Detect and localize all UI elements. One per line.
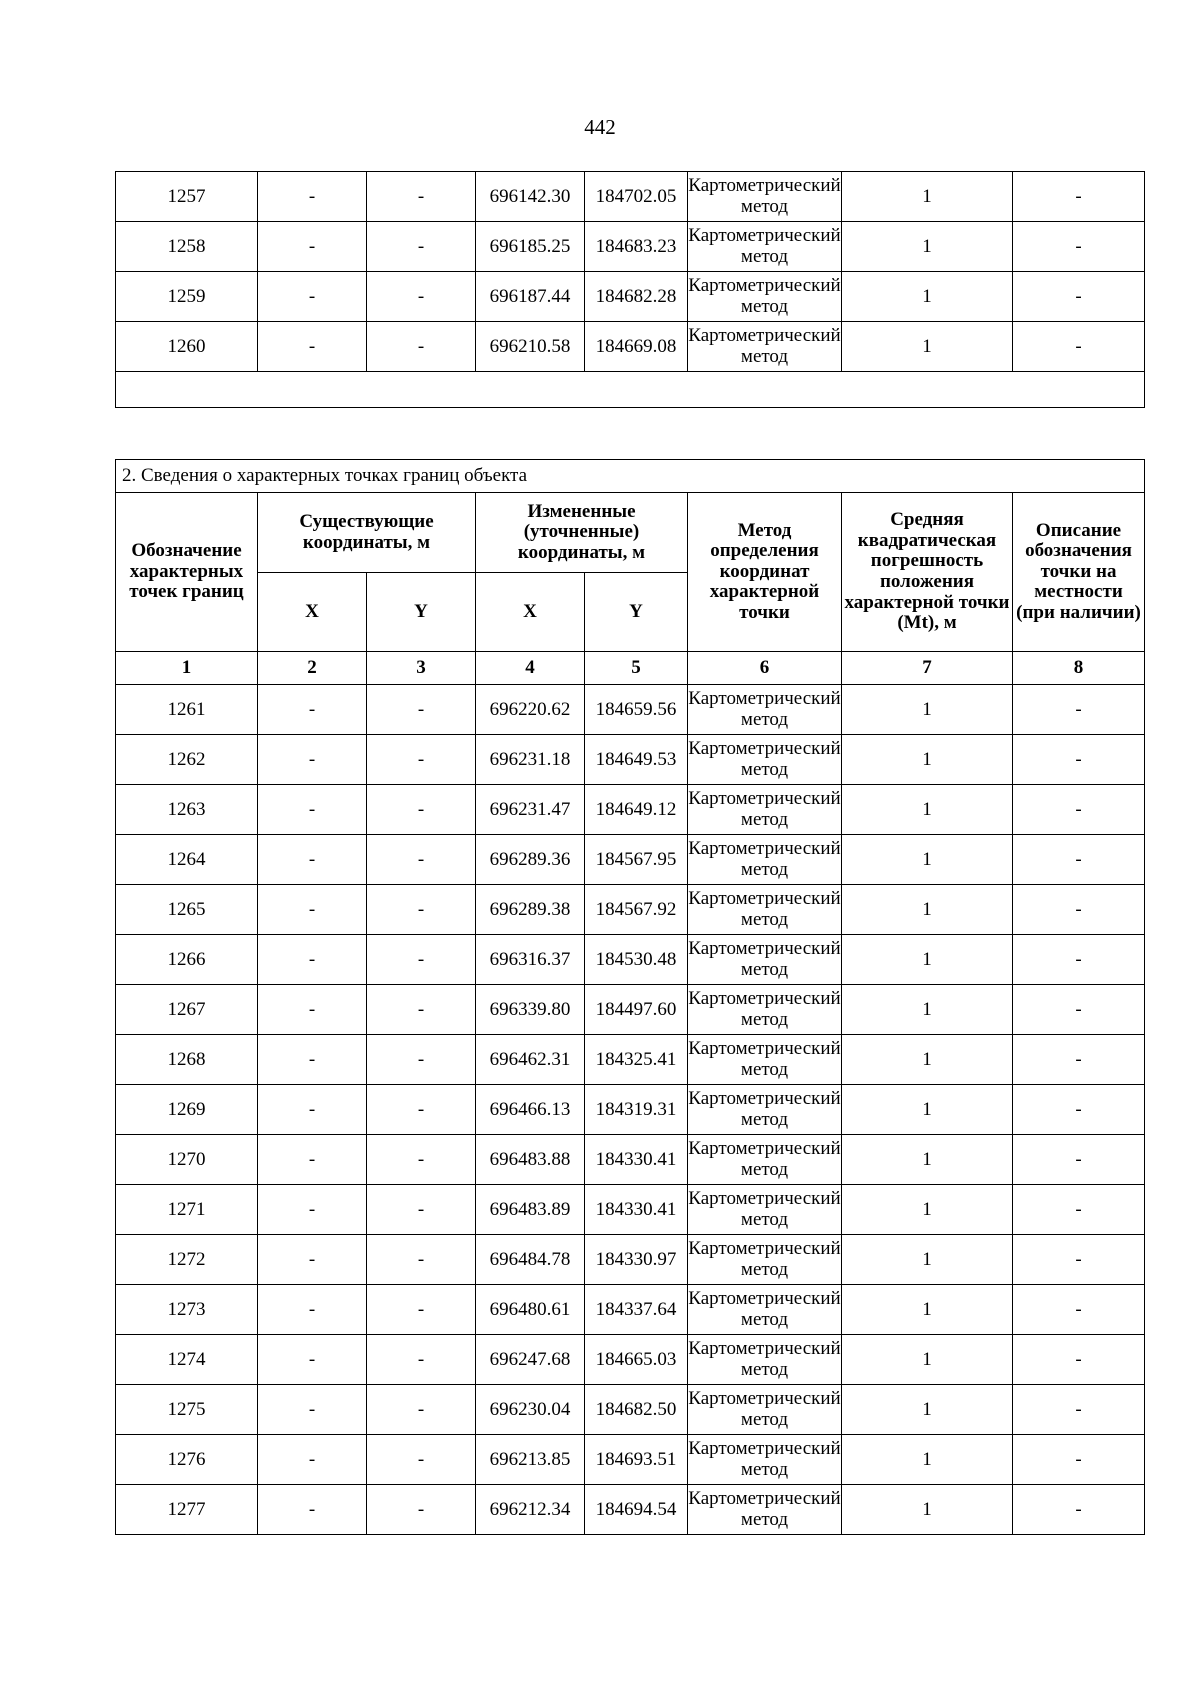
changed-x-cell: 696483.89 — [476, 1185, 585, 1235]
existing-x-cell: - — [258, 1385, 367, 1435]
changed-x-cell: 696339.80 — [476, 985, 585, 1035]
mean-error-cell: 1 — [842, 1085, 1013, 1135]
changed-y-cell: 184683.23 — [585, 222, 688, 272]
changed-x-cell: 696142.30 — [476, 172, 585, 222]
existing-y-cell: - — [367, 1335, 476, 1385]
method-cell: Картометрический метод — [688, 1135, 842, 1185]
description-cell: - — [1013, 1085, 1145, 1135]
page-number: 442 — [584, 115, 616, 139]
changed-x-cell: 696462.31 — [476, 1035, 585, 1085]
mean-error-cell: 1 — [842, 1035, 1013, 1085]
method-cell: Картометрический метод — [688, 1285, 842, 1335]
header-point-designation: Обозначение характерных точек границ — [116, 493, 258, 652]
changed-y-cell: 184649.53 — [585, 735, 688, 785]
description-cell: - — [1013, 835, 1145, 885]
description-cell: - — [1013, 1235, 1145, 1285]
existing-y-cell: - — [367, 272, 476, 322]
method-cell: Картометрический метод — [688, 1485, 842, 1535]
changed-x-cell: 696247.68 — [476, 1335, 585, 1385]
col-number: 8 — [1013, 652, 1145, 685]
existing-x-cell: - — [258, 1235, 367, 1285]
changed-x-cell: 696316.37 — [476, 935, 585, 985]
changed-x-cell: 696187.44 — [476, 272, 585, 322]
table-row — [116, 1335, 1145, 1385]
point-cell: 1270 — [116, 1135, 258, 1185]
table-row — [116, 1035, 1145, 1085]
mean-error-cell: 1 — [842, 785, 1013, 835]
header-changed-x: X — [476, 573, 585, 652]
point-cell: 1264 — [116, 835, 258, 885]
method-cell: Картометрический метод — [688, 272, 842, 322]
method-cell: Картометрический метод — [688, 1435, 842, 1485]
point-cell: 1263 — [116, 785, 258, 835]
changed-y-cell: 184694.54 — [585, 1485, 688, 1535]
description-cell: - — [1013, 1485, 1145, 1535]
existing-y-cell: - — [367, 1085, 476, 1135]
col-number: 6 — [688, 652, 842, 685]
mean-error-cell: 1 — [842, 1235, 1013, 1285]
changed-y-cell: 184530.48 — [585, 935, 688, 985]
existing-x-cell: - — [258, 1135, 367, 1185]
description-cell: - — [1013, 985, 1145, 1035]
mean-error-cell: 1 — [842, 1285, 1013, 1335]
table-row — [116, 322, 1145, 372]
mean-error-cell: 1 — [842, 1135, 1013, 1185]
mean-error-cell: 1 — [842, 1485, 1013, 1535]
header-method: Метод определения координат характерной точки — [688, 493, 842, 652]
table-row — [116, 1185, 1145, 1235]
point-cell: 1275 — [116, 1385, 258, 1435]
description-cell: - — [1013, 1335, 1145, 1385]
existing-x-cell: - — [258, 835, 367, 885]
existing-y-cell: - — [367, 322, 476, 372]
description-cell: - — [1013, 322, 1145, 372]
description-cell: - — [1013, 685, 1145, 735]
changed-y-cell: 184649.12 — [585, 785, 688, 835]
existing-y-cell: - — [367, 1285, 476, 1335]
col-number: 5 — [585, 652, 688, 685]
description-cell: - — [1013, 935, 1145, 985]
table-row — [116, 985, 1145, 1035]
point-cell: 1268 — [116, 1035, 258, 1085]
point-cell: 1267 — [116, 985, 258, 1035]
changed-y-cell: 184330.97 — [585, 1235, 688, 1285]
method-cell: Картометрический метод — [688, 322, 842, 372]
mean-error-cell: 1 — [842, 322, 1013, 372]
existing-x-cell: - — [258, 735, 367, 785]
table-row — [116, 1435, 1145, 1485]
description-cell: - — [1013, 1135, 1145, 1185]
table-row — [116, 172, 1145, 222]
description-cell: - — [1013, 272, 1145, 322]
changed-y-cell: 184330.41 — [585, 1135, 688, 1185]
table-row — [116, 1385, 1145, 1435]
table-row — [116, 1085, 1145, 1135]
changed-x-cell: 696480.61 — [476, 1285, 585, 1335]
existing-y-cell: - — [367, 885, 476, 935]
changed-y-cell: 184319.31 — [585, 1085, 688, 1135]
method-cell: Картометрический метод — [688, 1235, 842, 1285]
existing-x-cell: - — [258, 1285, 367, 1335]
table-row — [116, 1135, 1145, 1185]
changed-y-cell: 184702.05 — [585, 172, 688, 222]
changed-x-cell: 696185.25 — [476, 222, 585, 272]
changed-x-cell: 696231.47 — [476, 785, 585, 835]
description-cell: - — [1013, 735, 1145, 785]
changed-x-cell: 696230.04 — [476, 1385, 585, 1435]
existing-y-cell: - — [367, 1435, 476, 1485]
header-existing-coords: Существующие координаты, м — [258, 493, 476, 573]
changed-x-cell: 696231.18 — [476, 735, 585, 785]
description-cell: - — [1013, 885, 1145, 935]
method-cell: Картометрический метод — [688, 1085, 842, 1135]
existing-y-cell: - — [367, 172, 476, 222]
existing-x-cell: - — [258, 1085, 367, 1135]
method-cell: Картометрический метод — [688, 222, 842, 272]
point-cell: 1262 — [116, 735, 258, 785]
point-cell: 1269 — [116, 1085, 258, 1135]
changed-y-cell: 184682.50 — [585, 1385, 688, 1435]
changed-x-cell: 696466.13 — [476, 1085, 585, 1135]
mean-error-cell: 1 — [842, 735, 1013, 785]
table-row — [116, 1285, 1145, 1335]
table-row — [116, 785, 1145, 835]
existing-x-cell: - — [258, 785, 367, 835]
method-cell: Картометрический метод — [688, 1335, 842, 1385]
mean-error-cell: 1 — [842, 222, 1013, 272]
description-cell: - — [1013, 172, 1145, 222]
col-number: 2 — [258, 652, 367, 685]
method-cell: Картометрический метод — [688, 885, 842, 935]
header-changed-y: Y — [585, 573, 688, 652]
table-row — [116, 1235, 1145, 1285]
mean-error-cell: 1 — [842, 685, 1013, 735]
col-number: 1 — [116, 652, 258, 685]
description-cell: - — [1013, 1035, 1145, 1085]
point-cell: 1260 — [116, 322, 258, 372]
point-cell: 1259 — [116, 272, 258, 322]
point-cell: 1266 — [116, 935, 258, 985]
description-cell: - — [1013, 222, 1145, 272]
point-cell: 1274 — [116, 1335, 258, 1385]
changed-y-cell: 184497.60 — [585, 985, 688, 1035]
existing-x-cell: - — [258, 885, 367, 935]
point-cell: 1265 — [116, 885, 258, 935]
mean-error-cell: 1 — [842, 1185, 1013, 1235]
changed-y-cell: 184659.56 — [585, 685, 688, 735]
description-cell: - — [1013, 1435, 1145, 1485]
existing-x-cell: - — [258, 985, 367, 1035]
header-description: Описание обозначения точки на местности (при наличии) — [1013, 493, 1145, 652]
point-cell: 1261 — [116, 685, 258, 735]
existing-y-cell: - — [367, 1135, 476, 1185]
mean-error-cell: 1 — [842, 1435, 1013, 1485]
existing-y-cell: - — [367, 1235, 476, 1285]
existing-x-cell: - — [258, 272, 367, 322]
existing-x-cell: - — [258, 1485, 367, 1535]
method-cell: Картометрический метод — [688, 835, 842, 885]
header-existing-x: X — [258, 573, 367, 652]
description-cell: - — [1013, 1285, 1145, 1335]
existing-y-cell: - — [367, 1035, 476, 1085]
changed-x-cell: 696220.62 — [476, 685, 585, 735]
existing-x-cell: - — [258, 1035, 367, 1085]
header-changed-coords: Измененные (уточненные) координаты, м — [476, 493, 688, 573]
existing-x-cell: - — [258, 172, 367, 222]
changed-x-cell: 696210.58 — [476, 322, 585, 372]
changed-y-cell: 184669.08 — [585, 322, 688, 372]
mean-error-cell: 1 — [842, 1335, 1013, 1385]
existing-x-cell: - — [258, 322, 367, 372]
existing-x-cell: - — [258, 222, 367, 272]
changed-x-cell: 696484.78 — [476, 1235, 585, 1285]
method-cell: Картометрический метод — [688, 735, 842, 785]
existing-x-cell: - — [258, 1435, 367, 1485]
mean-error-cell: 1 — [842, 935, 1013, 985]
existing-y-cell: - — [367, 735, 476, 785]
existing-y-cell: - — [367, 1385, 476, 1435]
changed-y-cell: 184665.03 — [585, 1335, 688, 1385]
changed-y-cell: 184330.41 — [585, 1185, 688, 1235]
table-row — [116, 835, 1145, 885]
method-cell: Картометрический метод — [688, 1035, 842, 1085]
existing-y-cell: - — [367, 785, 476, 835]
description-cell: - — [1013, 1185, 1145, 1235]
continuation-table — [115, 171, 1145, 408]
point-cell: 1277 — [116, 1485, 258, 1535]
table-row — [116, 1485, 1145, 1535]
method-cell: Картометрический метод — [688, 172, 842, 222]
changed-y-cell: 184682.28 — [585, 272, 688, 322]
table-row — [116, 272, 1145, 322]
col-number: 4 — [476, 652, 585, 685]
point-cell: 1271 — [116, 1185, 258, 1235]
method-cell: Картометрический метод — [688, 985, 842, 1035]
boundary-points-table — [115, 459, 1145, 1535]
existing-y-cell: - — [367, 1485, 476, 1535]
method-cell: Картометрический метод — [688, 935, 842, 985]
table-row — [116, 222, 1145, 272]
mean-error-cell: 1 — [842, 885, 1013, 935]
changed-x-cell: 696289.36 — [476, 835, 585, 885]
mean-error-cell: 1 — [842, 172, 1013, 222]
method-cell: Картометрический метод — [688, 685, 842, 735]
header-mean-error: Средняя квадратическая погрешность положения характерной точки (Mt), м — [842, 493, 1013, 652]
existing-x-cell: - — [258, 935, 367, 985]
mean-error-cell: 1 — [842, 1385, 1013, 1435]
method-cell: Картометрический метод — [688, 1385, 842, 1435]
existing-x-cell: - — [258, 1335, 367, 1385]
changed-x-cell: 696213.85 — [476, 1435, 585, 1485]
changed-y-cell: 184337.64 — [585, 1285, 688, 1335]
header-existing-y: Y — [367, 573, 476, 652]
existing-y-cell: - — [367, 222, 476, 272]
point-cell: 1258 — [116, 222, 258, 272]
mean-error-cell: 1 — [842, 835, 1013, 885]
point-cell: 1273 — [116, 1285, 258, 1335]
section-title: 2. Сведения о характерных точках границ объекта — [116, 460, 1145, 493]
table-row — [116, 685, 1145, 735]
existing-y-cell: - — [367, 1185, 476, 1235]
existing-y-cell: - — [367, 835, 476, 885]
point-cell: 1257 — [116, 172, 258, 222]
changed-y-cell: 184325.41 — [585, 1035, 688, 1085]
existing-y-cell: - — [367, 935, 476, 985]
method-cell: Картометрический метод — [688, 1185, 842, 1235]
method-cell: Картометрический метод — [688, 785, 842, 835]
col-number: 7 — [842, 652, 1013, 685]
col-number: 3 — [367, 652, 476, 685]
existing-x-cell: - — [258, 685, 367, 735]
mean-error-cell: 1 — [842, 272, 1013, 322]
existing-y-cell: - — [367, 985, 476, 1035]
mean-error-cell: 1 — [842, 985, 1013, 1035]
changed-x-cell: 696483.88 — [476, 1135, 585, 1185]
changed-y-cell: 184693.51 — [585, 1435, 688, 1485]
point-cell: 1272 — [116, 1235, 258, 1285]
table-row — [116, 885, 1145, 935]
description-cell: - — [1013, 785, 1145, 835]
existing-x-cell: - — [258, 1185, 367, 1235]
changed-x-cell: 696289.38 — [476, 885, 585, 935]
existing-y-cell: - — [367, 685, 476, 735]
table-row — [116, 935, 1145, 985]
point-cell: 1276 — [116, 1435, 258, 1485]
table-row — [116, 735, 1145, 785]
changed-y-cell: 184567.92 — [585, 885, 688, 935]
description-cell: - — [1013, 1385, 1145, 1435]
changed-x-cell: 696212.34 — [476, 1485, 585, 1535]
changed-y-cell: 184567.95 — [585, 835, 688, 885]
empty-row — [116, 372, 1145, 408]
